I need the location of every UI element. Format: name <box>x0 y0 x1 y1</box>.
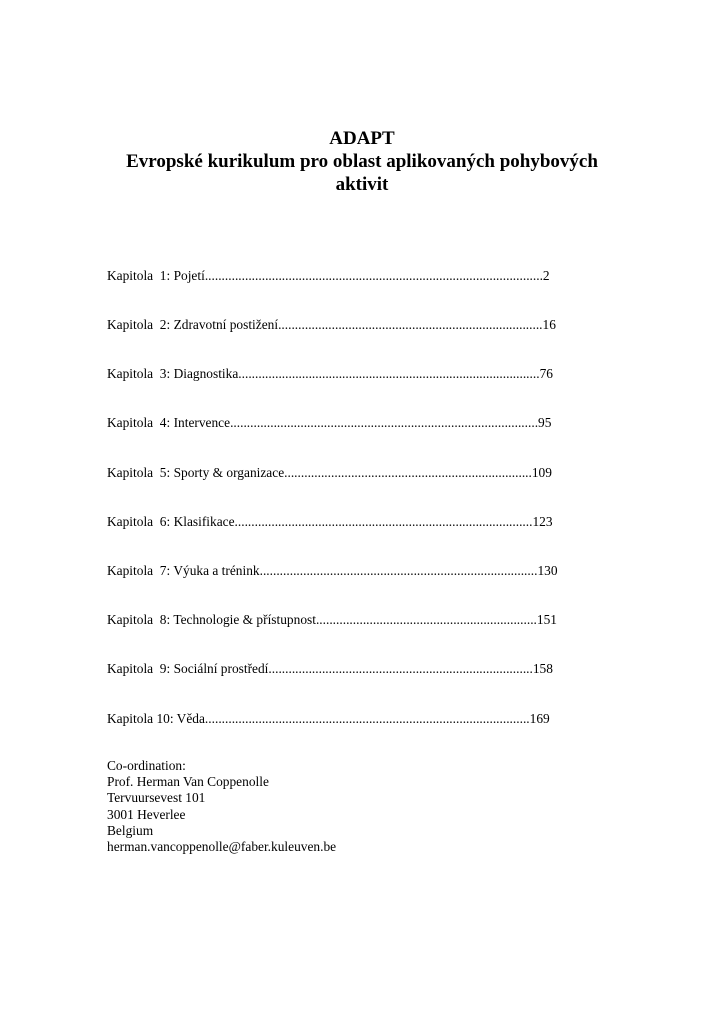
toc-entry: Kapitola 1: Pojetí.....................................................................................................2 <box>107 267 550 283</box>
toc-entry: Kapitola 10: Věda.................................................................................................169 <box>107 710 550 726</box>
contact-email: herman.vancoppenolle@faber.kuleuven.be <box>107 839 337 855</box>
toc-entry: Kapitola 6: Klasifikace.........................................................................................123 <box>107 513 553 529</box>
toc-entry: Kapitola 4: Intervence............................................................................................95 <box>107 415 552 431</box>
coordination-block <box>107 758 336 855</box>
toc-entry: Kapitola 7: Výuka a trénink...................................................................................130 <box>107 563 558 579</box>
toc-entry: Kapitola 5: Sporty & organizace..........................................................................109 <box>107 464 552 480</box>
address-street: Tervuursevest 101 <box>107 790 206 806</box>
title-line-3: aktivit <box>335 174 389 195</box>
title-line-1: ADAPT <box>329 128 395 149</box>
coordination-heading: Co-ordination: <box>107 758 186 773</box>
toc-entry: Kapitola 8: Technologie & přístupnost..................................................................151 <box>107 612 557 628</box>
toc-entry: Kapitola 3: Diagnostika..........................................................................................76 <box>107 366 553 382</box>
address-country: Belgium <box>107 822 154 838</box>
toc-entry: Kapitola 2: Zdravotní postižení...............................................................................16 <box>107 317 556 333</box>
toc-entry: Kapitola 9: Sociální prostředí...............................................................................158 <box>107 661 553 677</box>
table-of-contents <box>107 235 558 743</box>
document-title <box>0 127 724 196</box>
coordinator-name: Prof. Herman Van Coppenolle <box>107 774 269 790</box>
title-line-2: Evropské kurikulum pro oblast aplikovaných pohybových <box>126 151 598 172</box>
address-city: 3001 Heverlee <box>107 806 186 822</box>
